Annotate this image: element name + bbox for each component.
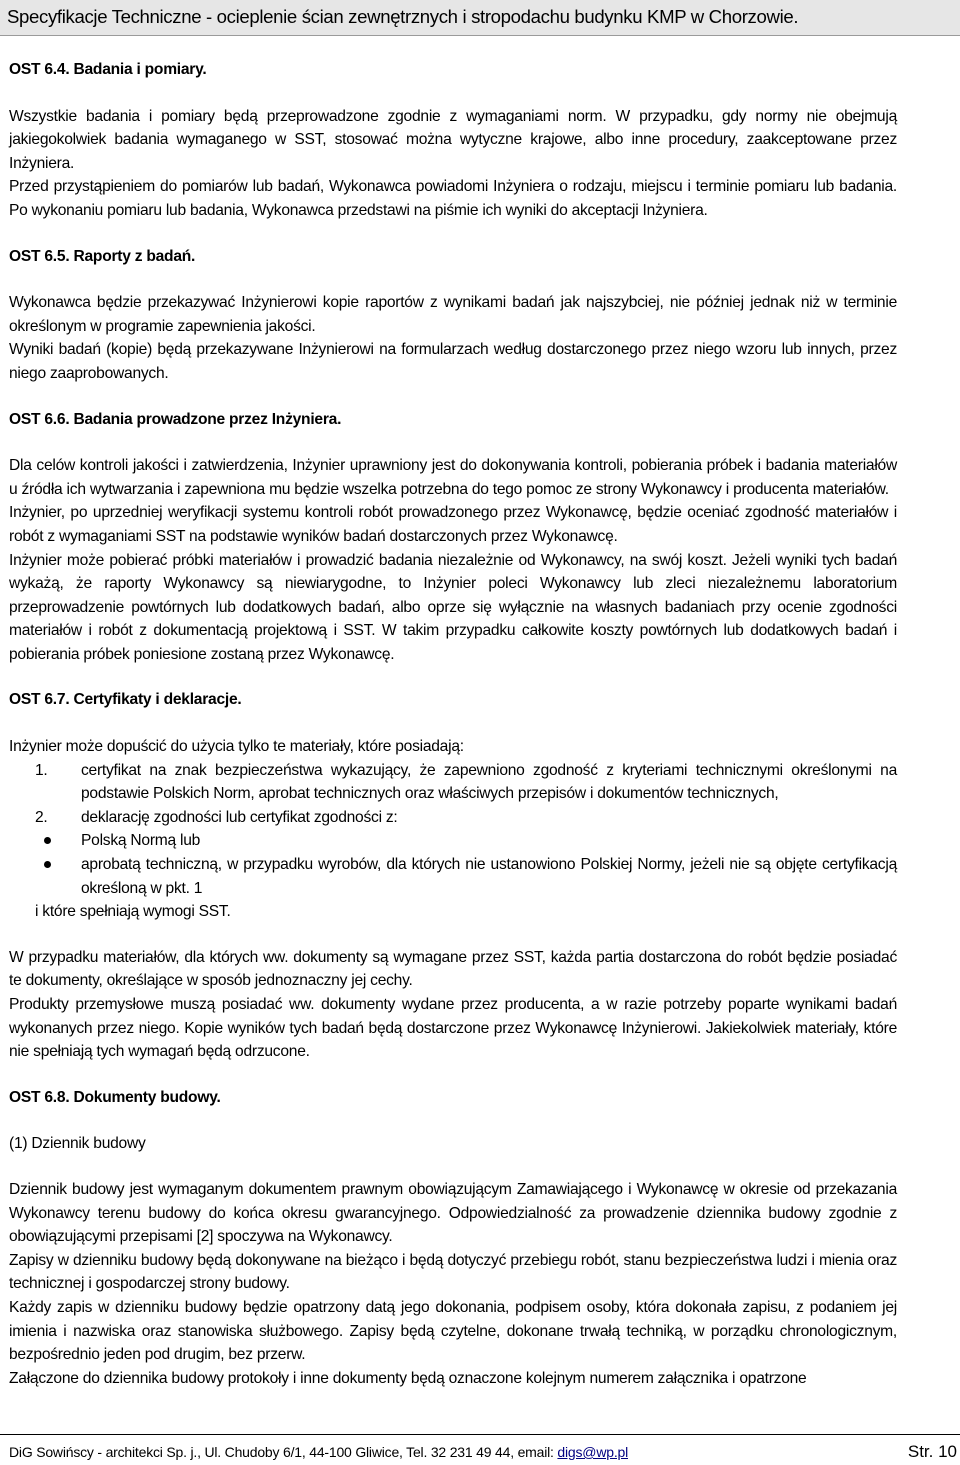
footer-company: DiG Sowińscy - architekci Sp. j., Ul. Chudoby 6/1, 44-100 Gliwice, Tel. 32 231 49 44, email: <box>9 1444 558 1460</box>
list-item <box>35 759 897 806</box>
paragraph: Dziennik budowy jest wymaganym dokumentem prawnym obowiązującym Zamawiającego i Wykonawcę w okresie od przekazania Wykonawcy terenu budowy do końca okresu gwarancyjnego. Odpowiedzialność za prowadzenie dziennika budowy zgodnie z obowiązującymi przepisami [2] spoczywa na Wykonawcy. <box>9 1180 897 1246</box>
paragraph: Dla celów kontroli jakości i zatwierdzenia, Inżynier uprawniony jest do dokonywania kontroli, pobierania próbek i badania materiałów u źródła ich wytwarzania i zapewniona mu będzie wszelka potrzebna do tego pomoc ze strony Wykonawcy i producenta materiałów. <box>9 457 897 498</box>
paragraph: Wyniki badań (kopie) będą przekazywane Inżynierowi na formularzach według dostarczonego przez niego wzoru lub innych, przez niego zaaprobowanych. <box>9 341 897 382</box>
section-heading-6-7: OST 6.7. Certyfikaty i deklaracje. <box>9 691 242 709</box>
list-number: 1. <box>35 761 48 779</box>
paragraph: Inżynier, po uprzedniej weryfikacji systemu kontroli robót prowadzonego przez Wykonawcę, będzie oceniać zgodność materiałów i robót z wymaganiami SST na podstawie wyników badań dostarczonych przez Wykonawcę. <box>9 504 897 545</box>
section-heading-6-6: OST 6.6. Badania prowadzone przez Inżyniera. <box>9 410 342 428</box>
list-tail-text: i które spełniają wymogi SST. <box>35 903 231 921</box>
paragraph: Inżynier może dopuścić do użycia tylko te materiały, które posiadają: <box>9 738 464 756</box>
footer-address <box>9 1444 628 1460</box>
list-item <box>35 806 897 830</box>
bullet-item <box>35 829 897 853</box>
document-body <box>9 58 897 1390</box>
header-title: Specyfikacje Techniczne - ocieplenie ścian zewnętrznych i stropodachu budynku KMP w Chorzowie. <box>7 6 799 27</box>
paragraph: Załączone do dziennika budowy protokoły i inne dokumenty będą oznaczone kolejnym numerem załącznika i opatrzone <box>9 1369 807 1387</box>
section-heading-6-4: OST 6.4. Badania i pomiary. <box>9 61 207 78</box>
section-heading-6-8: OST 6.8. Dokumenty budowy. <box>9 1088 221 1106</box>
list-number: 2. <box>35 808 48 826</box>
paragraph: W przypadku materiałów, dla których ww. dokumenty są wymagane przez SST, każda partia dostarczona do robót będzie posiadać te dokumenty, określające w sposób jednoznaczny jej cechy. <box>9 948 897 990</box>
bullet-text: aprobatą techniczną, w przypadku wyrobów, dla których nie ustanowiono Polskiej Normy, jeżeli nie są objęte certyfikacją określoną w pkt. 1 <box>81 856 897 897</box>
paragraph: Inżynier może pobierać próbki materiałów i prowadzić badania niezależnie od Wykonawcy, na swój koszt. Jeżeli wyniki tych badań wykażą, że raporty Wykonawcy są niewiarygodne, to Inżynier poleci Wykonawcy lub zleci niezależnemu laboratorium przeprowadzenie powtórnych lub dodatkowych badań, albo oprze się wyłącznie na własnych badaniach przy ocenie zgodności materiałów i robót z dokumentacją projektową i SST. W takim przypadku całkowite koszty powtórnych lub dodatkowych badań i pobierania próbek poniesione zostaną przez Wykonawcę. <box>9 551 897 663</box>
bullet-item <box>35 853 897 900</box>
bullet-text: Polską Normą lub <box>81 832 201 850</box>
page-number: Str. 10 <box>907 1442 957 1461</box>
bullet-icon <box>35 829 81 853</box>
page-footer <box>0 1434 960 1465</box>
paragraph: Każdy zapis w dzienniku budowy będzie opatrzony datą jego dokonania, podpisem osoby, która dokonała zapisu, z podaniem jej imienia i nazwiska oraz stanowiska służbowego. Zapisy będą czytelne, dokonane trwałą techniką, w porządku chronologicznym, bezpośrednio jeden pod drugim, bez przerw. <box>9 1298 897 1364</box>
list-item-text: certyfikat na znak bezpieczeństwa wykazujący, że zapewniono zgodność z kryteriami technicznymi określonymi na podstawie Polskich Norm, aprobat technicznych oraz właściwych przepisów i dokumentów technicznych, <box>81 761 897 803</box>
paragraph: Wszystkie badania i pomiary będą przeprowadzone zgodnie z wymaganiami norm. W przypadku, gdy normy nie obejmują jakiegokolwiek badania wymaganego w SST, stosować można wytyczne krajowe, albo inne procedury, zaakceptowane przez Inżyniera. <box>9 107 897 172</box>
section-heading-6-5: OST 6.5. Raporty z badań. <box>9 247 196 265</box>
paragraph: Przed przystąpieniem do pomiarów lub badań, Wykonawca powiadomi Inżyniera o rodzaju, miejscu i terminie pomiaru lub badania. Po wykonaniu pomiaru lub badania, Wykonawca przedstawi na piśmie ich wyniki do akceptacji Inżyniera. <box>9 178 897 219</box>
page-header <box>0 0 960 36</box>
bullet-icon <box>35 853 81 900</box>
paragraph: Wykonawca będzie przekazywać Inżynierowi kopie raportów z wynikami badań jak najszybciej, nie później jednak niż w terminie określonym w programie zapewnienia jakości. <box>9 294 897 335</box>
list-item-text: deklarację zgodności lub certyfikat zgodności z: <box>81 808 398 826</box>
paragraph: Zapisy w dzienniku budowy będą dokonywane na bieżąco i będą dotyczyć przebiegu robót, stanu bezpieczeństwa ludzi i mienia oraz technicznej i gospodarczej strony budowy. <box>9 1251 897 1293</box>
footer-email-link[interactable]: digs@wp.pl <box>557 1444 628 1460</box>
footer-divider <box>0 1434 960 1435</box>
subsection-heading: (1) Dziennik budowy <box>9 1135 146 1153</box>
paragraph: Produkty przemysłowe muszą posiadać ww. dokumenty wydane przez producenta, a w razie potrzeby poparte wynikami badań wykonanych przez niego. Kopie wyników tych badań będą dostarczone przez Wykonawcę Inżynierowi. Jakiekolwiek materiały, które nie spełniają tych wymagań będą odrzucone. <box>9 996 897 1061</box>
